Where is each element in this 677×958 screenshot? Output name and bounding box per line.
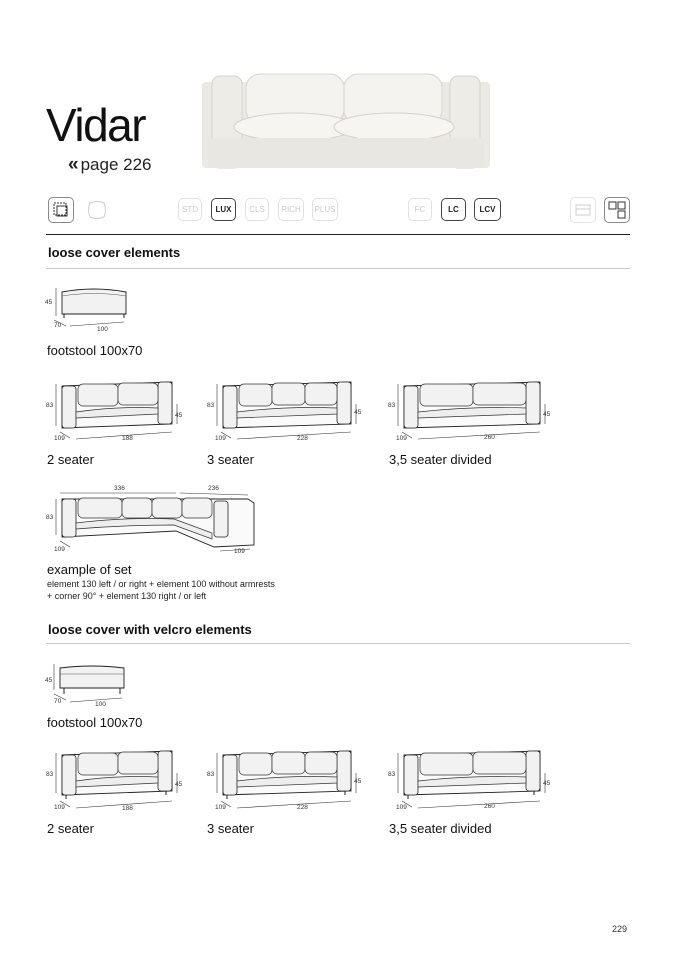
dim-depth: 70	[54, 322, 62, 329]
dim-depth: 109	[215, 435, 226, 442]
dim-width: 188	[122, 805, 133, 812]
header-divider	[46, 234, 630, 235]
set-note-line-1: element 130 left / or right + element 100 without armrests	[47, 579, 275, 589]
fabric-swatch-icon[interactable]	[48, 197, 74, 223]
dim-width: 228	[297, 804, 308, 811]
dim-seat-height: 45	[175, 781, 183, 788]
dim-seat-height: 45	[543, 780, 551, 787]
caption-footstool: footstool 100x70	[47, 343, 143, 358]
badge-std[interactable]: STD	[178, 198, 202, 221]
section-divider	[46, 643, 630, 644]
caption-velcro-two-seater: 2 seater	[47, 821, 94, 836]
dim-depth-left: 109	[54, 546, 65, 553]
dim-seat-height: 45	[175, 412, 183, 419]
dim-seat-height: 45	[543, 411, 551, 418]
sofa-product-photo	[198, 72, 490, 172]
velcro-two-seater-drawing	[44, 745, 190, 817]
dim-seat-height: 45	[354, 778, 362, 785]
section-title-loose-cover: loose cover elements	[48, 245, 181, 260]
dim-depth: 109	[54, 804, 65, 811]
dim-height: 45	[45, 299, 53, 306]
section-title-velcro: loose cover with velcro elements	[48, 622, 252, 637]
dim-depth: 109	[396, 804, 407, 811]
page-reference[interactable]	[68, 154, 151, 176]
velcro-three-half-seater-drawing	[386, 745, 558, 817]
caption-example-set: example of set	[47, 562, 132, 577]
dim-width: 228	[297, 435, 308, 442]
set-note-line-2: + corner 90° + element 130 right / or left	[47, 591, 207, 601]
product-title: Vidar	[46, 99, 146, 151]
dim-width: 260	[484, 434, 495, 441]
caption-three-half-seater: 3,5 seater divided	[389, 452, 492, 467]
footstool-drawing	[44, 284, 140, 336]
dim-depth: 109	[54, 435, 65, 442]
badge-fc[interactable]: FC	[408, 198, 432, 221]
dim-height: 83	[388, 771, 396, 778]
caption-three-seater: 3 seater	[207, 452, 254, 467]
badge-lcv[interactable]: LCV	[474, 198, 501, 221]
two-seater-drawing	[44, 376, 190, 448]
caption-velcro-three-seater: 3 seater	[207, 821, 254, 836]
dim-depth: 109	[396, 435, 407, 442]
dim-height: 83	[46, 771, 54, 778]
dim-length-right: 236	[208, 485, 219, 492]
dim-length-left: 336	[114, 485, 125, 492]
page-number: 229	[612, 924, 628, 934]
page-reference-text: page 226	[80, 155, 152, 174]
dim-height: 83	[207, 771, 215, 778]
dim-width: 100	[95, 701, 106, 708]
badge-plus[interactable]: PLUS	[312, 198, 338, 221]
dim-height: 83	[46, 402, 54, 409]
leather-hide-icon[interactable]	[84, 197, 110, 223]
dim-height: 83	[46, 514, 54, 521]
corner-set-drawing	[44, 483, 260, 559]
dim-height: 83	[207, 402, 215, 409]
section-divider	[46, 268, 630, 269]
three-seater-drawing	[205, 376, 369, 448]
dim-width: 260	[484, 803, 495, 810]
dim-width: 188	[122, 435, 133, 442]
caption-velcro-three-half-seater: 3,5 seater divided	[389, 821, 492, 836]
velcro-three-seater-drawing	[205, 745, 369, 817]
dim-seat-height: 45	[354, 409, 362, 416]
dim-depth: 70	[54, 698, 62, 705]
dim-depth-right: 109	[234, 548, 245, 555]
page-back-icon: «	[68, 154, 79, 175]
dim-height: 45	[45, 677, 53, 684]
badge-rich[interactable]: RICH	[278, 198, 304, 221]
dim-depth: 109	[215, 804, 226, 811]
chair-icon[interactable]	[570, 197, 596, 223]
dim-height: 83	[388, 402, 396, 409]
dim-width: 100	[97, 326, 108, 333]
caption-two-seater: 2 seater	[47, 452, 94, 467]
badge-lux[interactable]: LUX	[211, 198, 236, 221]
modular-elements-icon[interactable]	[604, 197, 630, 223]
caption-velcro-footstool: footstool 100x70	[47, 715, 143, 730]
velcro-footstool-drawing	[44, 660, 140, 712]
three-half-seater-drawing	[386, 376, 558, 448]
badge-cls[interactable]: CLS	[245, 198, 269, 221]
badge-lc[interactable]: LC	[441, 198, 466, 221]
